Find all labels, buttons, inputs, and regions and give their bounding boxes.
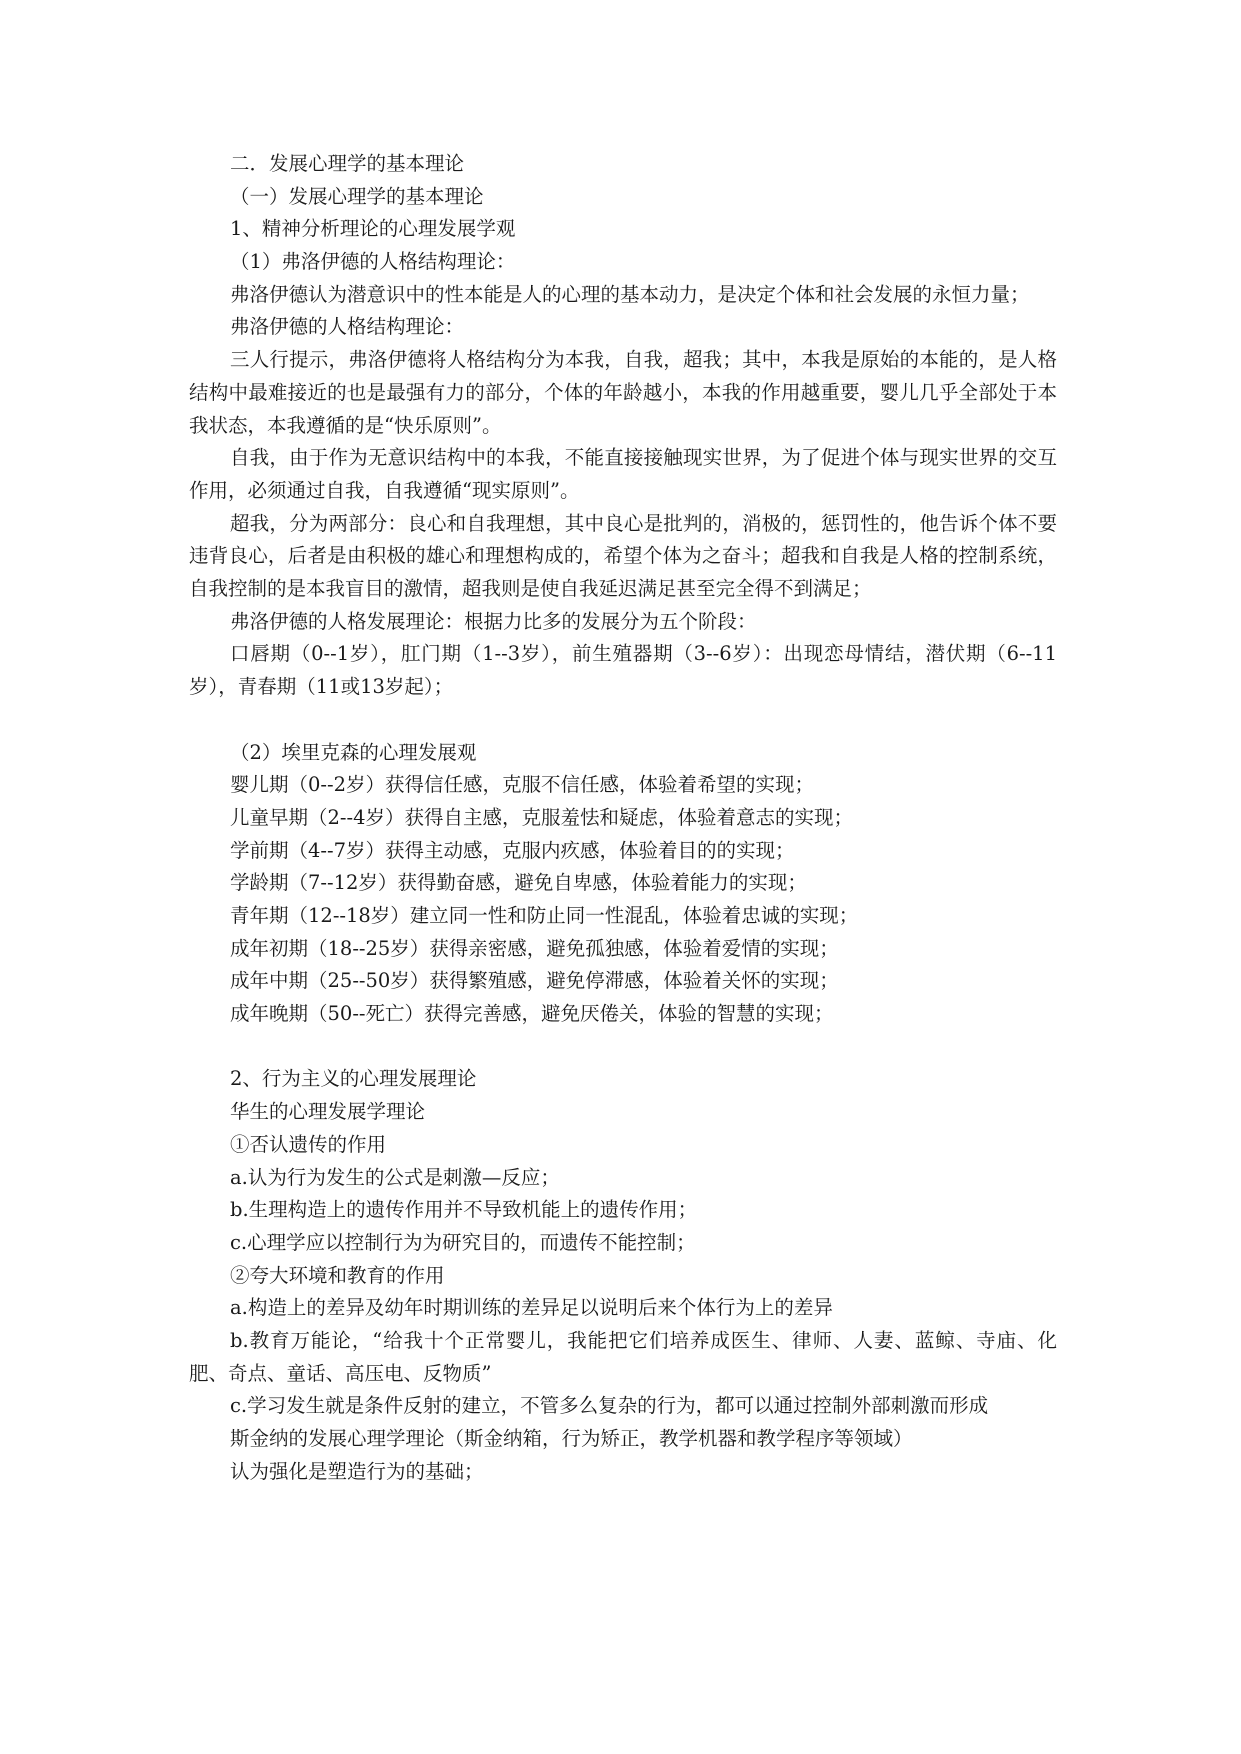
document-body	[189, 148, 1057, 1488]
paragraph-superego: 超我，分为两部分：良心和自我理想，其中良心是批判的，消极的，惩罚性的，他告诉个体不要违背良心，后者是由积极的雄心和理想构成的，希望个体为之奋斗；超我和自我是人格的控制系统，自我控制的是本我盲目的激情，超我则是使自我延迟满足甚至完全得不到满足；	[189, 511, 1057, 601]
list-item: 婴儿期（0--2岁）获得信任感，克服不信任感，体验着希望的实现；	[230, 773, 814, 797]
heading-freud-structure: （1）弗洛伊德的人格结构理论：	[230, 250, 516, 274]
heading-deny-heredity: ①否认遗传的作用	[230, 1132, 387, 1156]
list-item: 儿童早期（2--4岁）获得自主感，克服羞怯和疑虑，体验着意志的实现；	[230, 805, 853, 829]
subsection-title: （一）发展心理学的基本理论	[230, 184, 484, 208]
list-item: a.构造上的差异及幼年时期训练的差异足以说明后来个体行为上的差异	[230, 1296, 833, 1320]
spacer	[189, 704, 1057, 737]
list-item: b.生理构造上的遗传作用并不导致机能上的遗传作用；	[230, 1198, 698, 1222]
paragraph-ego: 自我，由于作为无意识结构中的本我，不能直接接触现实世界，为了促进个体与现实世界的交互作用，必须通过自我，自我遵循“现实原则”。	[189, 446, 1057, 502]
heading-psychoanalysis: 1、精神分析理论的心理发展学观	[230, 217, 516, 241]
list-item: 成年中期（25--50岁）获得繁殖感，避免停滞感，体验着关怀的实现；	[230, 969, 839, 993]
list-item: 青年期（12--18岁）建立同一性和防止同一性混乱，体验着忠诚的实现；	[230, 904, 859, 928]
paragraph-conditioned-reflex: c.学习发生就是条件反射的建立，不管多么复杂的行为，都可以通过控制外部刺激而形成	[230, 1394, 989, 1418]
list-item: 学龄期（7--12岁）获得勤奋感，避免自卑感，体验着能力的实现；	[230, 871, 807, 895]
list-item: 认为强化是塑造行为的基础；	[230, 1459, 484, 1483]
heading-exaggerate-environment: ②夸大环境和教育的作用	[230, 1263, 445, 1287]
spacer	[189, 1031, 1057, 1064]
list-item: c.心理学应以控制行为为研究目的，而遗传不能控制；	[230, 1230, 696, 1254]
heading-behaviorism: 2、行为主义的心理发展理论	[230, 1067, 477, 1091]
paragraph-freud-stages: 口唇期（0--1岁），肛门期（1--3岁），前生殖器期（3--6岁）：出现恋母情结，潜伏期（6--11岁），青春期（11或13岁起）；	[189, 642, 1057, 699]
paragraph-education-omnipotence: b.教育万能论，“给我十个正常婴儿，我能把它们培养成医生、律师、人妻、蓝鲸、寺庙、化肥、奇点、童话、高压电、反物质”	[189, 1328, 1057, 1385]
heading-skinner: 斯金纳的发展心理学理论（斯金纳箱，行为矫正，教学机器和教学程序等领域）	[230, 1427, 913, 1451]
list-item: a.认为行为发生的公式是刺激—反应；	[230, 1165, 560, 1189]
section-title: 二．发展心理学的基本理论	[230, 152, 465, 175]
paragraph-freud-development: 弗洛伊德的人格发展理论：根据力比多的发展分为五个阶段：	[230, 609, 757, 633]
heading-watson: 华生的心理发展学理论	[230, 1100, 426, 1124]
paragraph-id: 三人行提示，弗洛伊德将人格结构分为本我，自我，超我；其中，本我是原始的本能的，是人格结构中最难接近的也是最强有力的部分，个体的年龄越小，本我的作用越重要，婴儿几乎全部处于本我状态，本我遵循的是“快乐原则”。	[189, 348, 1057, 437]
list-item: 成年晚期（50--死亡）获得完善感，避免厌倦关，体验的智慧的实现；	[230, 1002, 834, 1026]
list-item: 学前期（4--7岁）获得主动感，克服内疚感，体验着目的的实现；	[230, 838, 795, 862]
list-item: 成年初期（18--25岁）获得亲密感，避免孤独感，体验着爱情的实现；	[230, 936, 839, 960]
paragraph-freud-instinct: 弗洛伊德认为潜意识中的性本能是人的心理的基本动力，是决定个体和社会发展的永恒力量；	[230, 282, 1030, 306]
paragraph-freud-structure-label: 弗洛伊德的人格结构理论：	[230, 315, 465, 339]
heading-erikson: （2）埃里克森的心理发展观	[230, 740, 477, 764]
